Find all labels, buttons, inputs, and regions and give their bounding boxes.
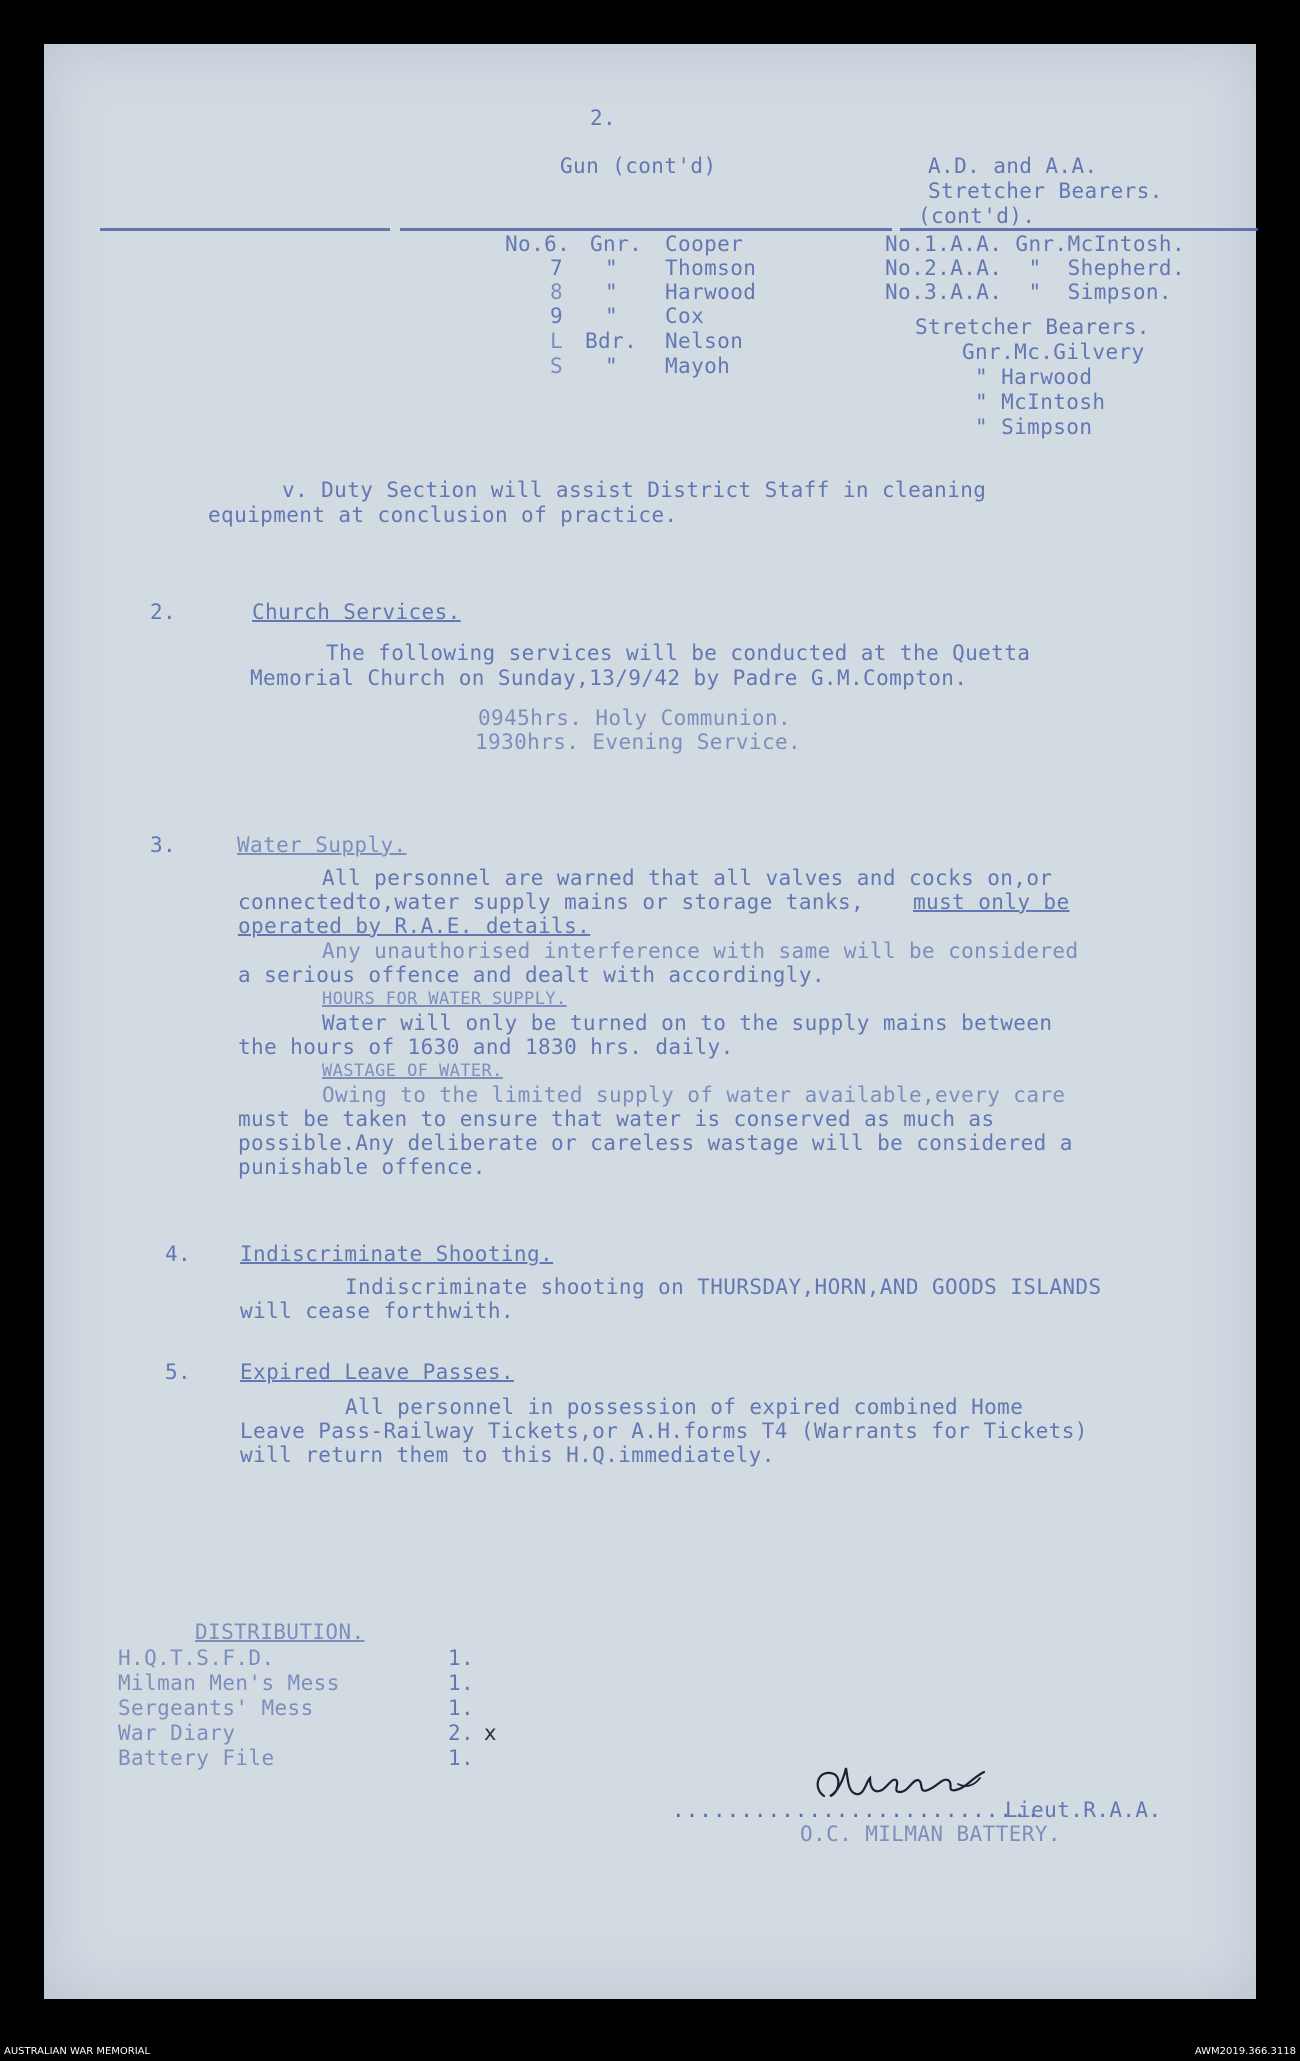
duty-section-line-1: v. Duty Section will assist District Staff in cleaning	[282, 478, 987, 502]
stretcher-bearers-heading: Stretcher Bearers.	[915, 315, 1150, 339]
gun-roster-name: Harwood	[665, 280, 757, 304]
shooting-line: will cease forthwith.	[240, 1299, 514, 1323]
distribution-count: 1.	[448, 1746, 475, 1770]
page-number: 2.	[590, 106, 617, 130]
footer-source: AUSTRALIAN WAR MEMORIAL	[4, 2046, 151, 2057]
header-rule-middle	[400, 228, 892, 231]
aa-column-heading-3: (cont'd).	[918, 204, 1036, 228]
gun-roster-name: Thomson	[665, 256, 757, 280]
gun-roster-rank: Gnr.	[590, 232, 643, 256]
aa-roster-row: No.3.A.A. " Simpson.	[885, 280, 1172, 304]
aa-roster-row: No.2.A.A. " Shepherd.	[885, 256, 1185, 280]
section-number: 3.	[150, 833, 177, 857]
water-line: a serious offence and dealt with accordingly.	[238, 963, 825, 987]
water-line-emphasis: operated by R.A.E. details.	[238, 914, 591, 938]
gun-roster-name: Mayoh	[665, 354, 731, 378]
water-line: All personnel are warned that all valves and cocks on,or	[322, 866, 1053, 890]
section-number: 2.	[150, 600, 177, 624]
aa-column-heading: A.D. and A.A.	[928, 154, 1098, 178]
church-service-item: 1930hrs. Evening Service.	[475, 730, 802, 754]
water-line-emphasis: must only be	[913, 890, 1070, 914]
water-supply-title: Water Supply.	[237, 833, 407, 857]
aa-column-heading-2: Stretcher Bearers.	[928, 179, 1163, 203]
gun-roster-num: No.6.	[505, 232, 571, 256]
gun-roster-num: S	[550, 354, 564, 378]
distribution-count: 1.	[448, 1696, 475, 1720]
section-number: 4.	[165, 1242, 192, 1266]
gun-roster-rank: Bdr.	[585, 329, 638, 353]
church-service-item: 0945hrs. Holy Communion.	[478, 706, 792, 730]
stretcher-bearer-row: " Harwood	[975, 365, 1093, 389]
distribution-recipient: War Diary	[118, 1721, 236, 1745]
water-line: possible.Any deliberate or careless wastage will be considered a	[238, 1131, 1073, 1155]
gun-roster-name: Cox	[665, 304, 705, 328]
water-subheading: HOURS FOR WATER SUPPLY.	[322, 989, 567, 1009]
leave-line: All personnel in possession of expired combined Home	[345, 1395, 1024, 1419]
gun-roster-rank: "	[605, 304, 619, 328]
handwritten-mark: x	[484, 1721, 497, 1745]
distribution-recipient: Battery File	[118, 1746, 275, 1770]
water-subheading: WASTAGE OF WATER.	[322, 1061, 503, 1081]
aa-roster-row: No.1.A.A. Gnr.McIntosh.	[885, 232, 1185, 256]
water-line: must be taken to ensure that water is conserved as much as	[238, 1107, 995, 1131]
distribution-recipient: Milman Men's Mess	[118, 1671, 340, 1695]
water-line: the hours of 1630 and 1830 hrs. daily.	[238, 1035, 734, 1059]
leave-line: will return them to this H.Q.immediately.	[240, 1443, 775, 1467]
footer-reference: AWM2019.366.3118	[1194, 2046, 1296, 2057]
leave-line: Leave Pass-Railway Tickets,or A.H.forms T4 (Warrants for Tickets)	[240, 1419, 1088, 1443]
signature-dotted-line: ...........................	[672, 1798, 1041, 1822]
signatory-office: O.C. MILMAN BATTERY.	[800, 1822, 1061, 1846]
church-line-2: Memorial Church on Sunday,13/9/42 by Padre G.M.Compton.	[250, 666, 968, 690]
shooting-line: Indiscriminate shooting on THURSDAY,HORN,AND GOODS ISLANDS	[345, 1275, 1102, 1299]
water-line: punishable offence.	[238, 1155, 486, 1179]
distribution-count: 1.	[448, 1671, 475, 1695]
stretcher-bearer-row: Gnr.Mc.Gilvery	[962, 340, 1145, 364]
duty-section-line-2: equipment at conclusion of practice.	[208, 503, 678, 527]
stretcher-bearer-row: " Simpson	[975, 415, 1093, 439]
gun-roster-num: 9	[550, 304, 564, 328]
distribution-recipient: H.Q.T.S.F.D.	[118, 1646, 275, 1670]
distribution-title: DISTRIBUTION.	[195, 1620, 365, 1644]
water-line: Owing to the limited supply of water available,every care	[322, 1083, 1066, 1107]
leave-passes-title: Expired Leave Passes.	[240, 1360, 514, 1384]
stretcher-bearer-row: " McIntosh	[975, 390, 1106, 414]
distribution-recipient: Sergeants' Mess	[118, 1696, 314, 1720]
gun-column-heading: Gun (cont'd)	[560, 154, 717, 178]
church-services-title: Church Services.	[252, 600, 461, 624]
gun-roster-num: 7	[550, 256, 564, 280]
church-line-1: The following services will be conducted at the Quetta	[326, 641, 1031, 665]
signatory-rank: Lieut.R.A.A.	[1005, 1798, 1162, 1822]
water-line: connectedto,water supply mains or storage tanks,	[238, 890, 865, 914]
distribution-count: 2.	[448, 1721, 475, 1745]
gun-roster-name: Nelson	[665, 329, 744, 353]
distribution-count: 1.	[448, 1646, 475, 1670]
gun-roster-num: L	[550, 329, 564, 353]
water-line: Water will only be turned on to the supply mains between	[322, 1011, 1053, 1035]
water-line: Any unauthorised interference with same will be considered	[322, 939, 1079, 963]
gun-roster-rank: "	[605, 280, 619, 304]
gun-roster-num: 8	[550, 280, 564, 304]
section-number: 5.	[165, 1360, 192, 1384]
gun-roster-rank: "	[605, 256, 619, 280]
header-rule-left	[100, 228, 390, 231]
shooting-title: Indiscriminate Shooting.	[240, 1242, 554, 1266]
gun-roster-name: Cooper	[665, 232, 744, 256]
header-rule-right	[900, 228, 1258, 231]
gun-roster-rank: "	[605, 354, 619, 378]
